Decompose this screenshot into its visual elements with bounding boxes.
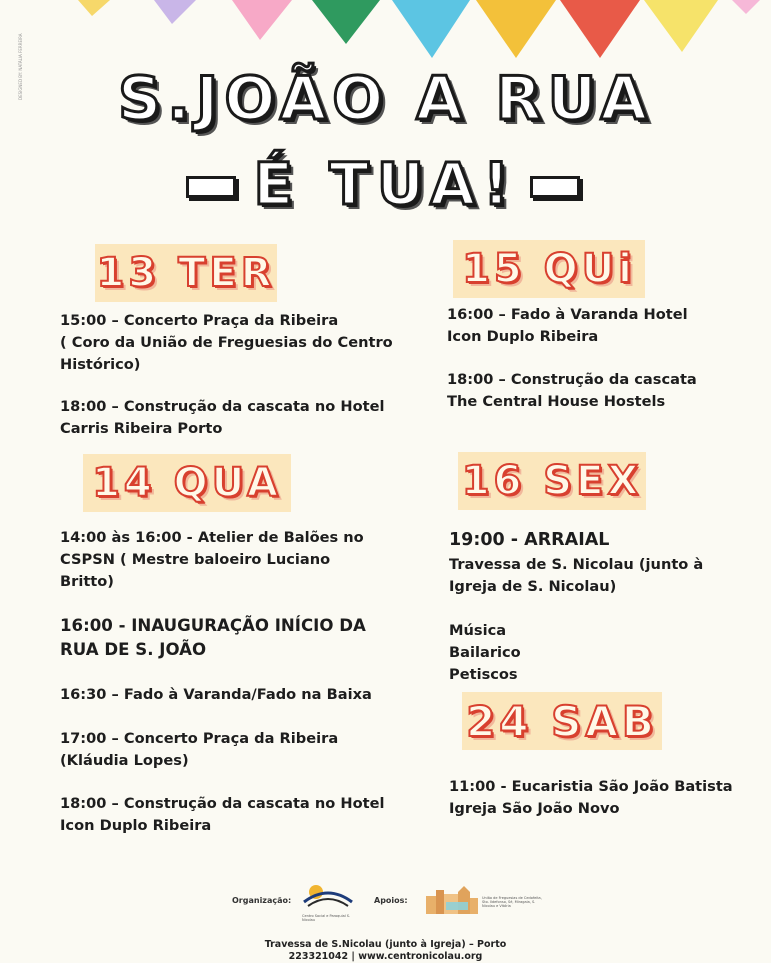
flag-2 <box>154 0 196 24</box>
flag-1 <box>78 0 110 16</box>
bunting-flags <box>0 0 771 70</box>
day-badge-13: 13 TER <box>95 244 277 302</box>
event-13-2: 18:00 – Construção da cascata no Hotel Carris Ribeira Porto <box>60 398 385 437</box>
title-line-2: É TUA! <box>253 150 518 218</box>
event-15-2: 18:00 – Construção da cascata The Central House Hostels <box>447 371 697 410</box>
footer-contact: 223321042 | www.centronicolau.org <box>288 951 483 962</box>
event-14-4: 17:00 – Concerto Praça da Ribeira (Kláudia Lopes) <box>60 730 339 769</box>
apoios-caption: União de Freguesias de Cedofeita, Sto. Ildefonso, Sé, Miragaia, S. Nicolau e Vitória <box>482 896 542 908</box>
day-badge-24: 24 SAB <box>462 692 662 750</box>
flag-3 <box>232 0 292 40</box>
title-line-1: S.JOÃO A RUA <box>118 64 653 134</box>
footer-address: Travessa de S.Nicolau (junto à Igreja) – Porto <box>264 939 507 950</box>
event-16-1: 19:00 - ARRAIAL <box>449 530 610 550</box>
event-14-1: 14:00 às 16:00 - Atelier de Balões no CSPSN ( Mestre baloeiro Luciano Britto) <box>60 529 364 590</box>
title-dash-right <box>530 176 580 198</box>
day-badge-14: 14 QUA <box>83 454 291 512</box>
event-14-3: 16:30 – Fado à Varanda/Fado na Baixa <box>60 686 372 703</box>
flag-8 <box>644 0 718 52</box>
day-badge-16: 16 SEX <box>458 452 646 510</box>
event-15-1: 16:00 – Fado à Varanda Hotel Icon Duplo Ribeira <box>447 306 688 345</box>
organizer-logo-caption: Centro Social e Paroquial S. Nicolau <box>302 914 351 922</box>
flag-5 <box>392 0 470 58</box>
day-badge-15: 15 QUi <box>453 240 645 298</box>
flag-6 <box>476 0 556 58</box>
flag-4 <box>312 0 380 44</box>
organizer-logo-icon <box>302 880 354 910</box>
flag-9 <box>732 0 760 14</box>
apoios-logo <box>424 882 480 916</box>
event-24-1: 11:00 - Eucaristia São João Batista Igreja São João Novo <box>449 778 733 817</box>
designer-credit: DESIGNED BY: NATÁLIA FERREIRA <box>18 33 23 100</box>
event-16-2: Travessa de S. Nicolau (junto à Igreja de S. Nicolau) <box>449 556 704 595</box>
organizer-logo <box>302 880 354 920</box>
apoios-label: Apoios: <box>374 896 408 905</box>
event-14-2: 16:00 - INAUGURAÇÃO INÍCIO DA RUA DE S. JOÃO <box>60 616 366 659</box>
event-13-1: 15:00 – Concerto Praça da Ribeira ( Coro da União de Freguesias do Centro Histórico) <box>60 312 393 373</box>
apoios-logo-icon <box>424 882 480 916</box>
flag-7 <box>560 0 640 58</box>
event-14-5: 18:00 – Construção da cascata no Hotel Icon Duplo Ribeira <box>60 795 385 834</box>
event-16-3: Música Bailarico Petiscos <box>449 622 521 683</box>
organizacao-label: Organização: <box>232 896 292 905</box>
